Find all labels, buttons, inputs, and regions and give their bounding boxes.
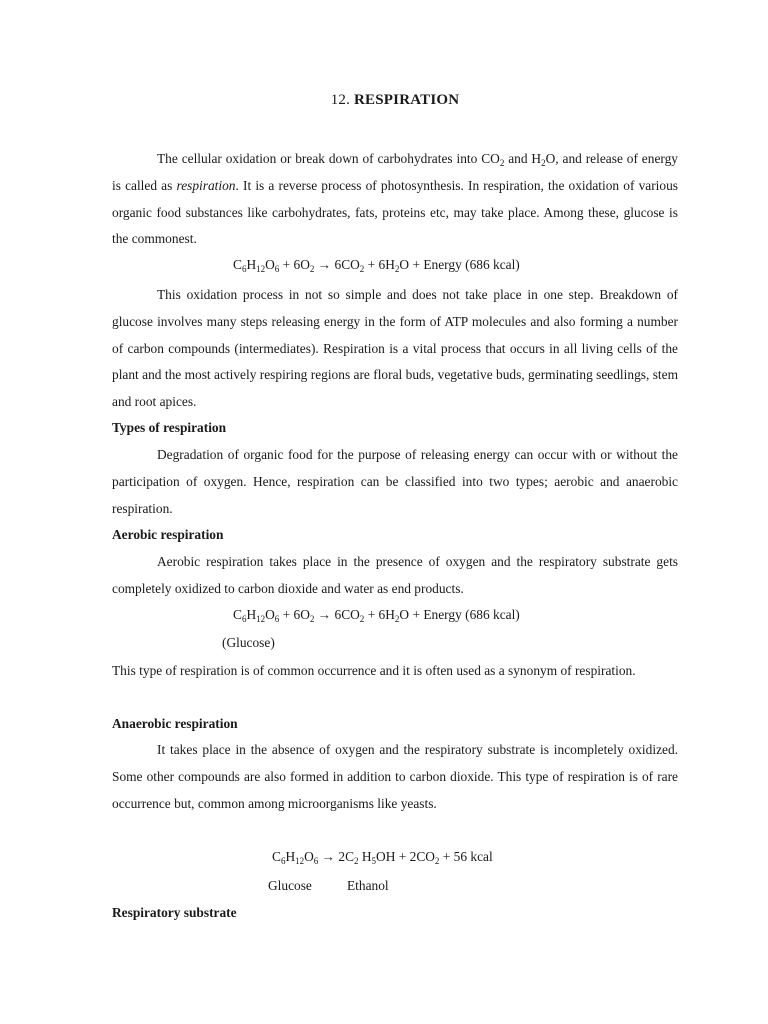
equation-anaerobic: $C_6H_{12}O_6 \to 2C_2$ $H_5OH + 2CO_2 + 56$ kcal bbox=[272, 849, 493, 866]
heading-aerobic: Aerobic respiration bbox=[112, 527, 224, 542]
heading-substrate: Respiratory substrate bbox=[112, 905, 237, 920]
synonym-paragraph: This type of respiration is of common occurrence and it is often used as a synonym of respiration. bbox=[112, 663, 636, 678]
anaerobic-paragraph: It takes place in the absence of oxygen and the respiratory substrate is incompletely oxidized. Some other compounds are also formed in addition to carbon dioxide. This type of respiration is of rare occurrence but, common among microorganisms like yeasts. bbox=[112, 742, 678, 811]
glucose-label: (Glucose) bbox=[222, 635, 275, 650]
equation-respiration: $C_6H_{12}O_6 + 6O_2 \to 6CO_2 + 6H_2O$ + Energy (686 kcal) bbox=[233, 257, 520, 274]
heading-anaerobic: Anaerobic respiration bbox=[112, 716, 238, 731]
intro-paragraph: The cellular oxidation or break down of carbohydrates into $CO_2$ and $H_2O$, and release of energy is called as respiration. It is a reverse process of photosynthesis. In respiration, the oxidation of various organic food substances like carbohydrates, fats, proteins etc, may take place. Among these, glucose is the commonest. bbox=[112, 151, 678, 247]
types-paragraph: Degradation of organic food for the purpose of releasing energy can occur with or without the participation of oxygen. Hence, respiration can be classified into two types; aerobic and anaerobic respiration. bbox=[112, 447, 678, 516]
equation-aerobic: $C_6H_{12}O_6 + 6O_2 \to 6CO_2 + 6H_2O$ + Energy (686 kcal) bbox=[233, 607, 520, 624]
chapter-number: 12. bbox=[330, 92, 351, 108]
heading-types: Types of respiration bbox=[112, 420, 227, 435]
page-title bbox=[0, 92, 768, 109]
oxidation-paragraph: This oxidation process in not so simple and does not take place in one step. Breakdown of glucose involves many steps releasing energy in the form of ATP molecules and also forming a number of carbon compounds (intermediates). Respiration is a vital process that occurs in all living cells of the plant and the most actively respiring regions are floral buds, vegetative buds, germinating seedlings, stem and root apices. bbox=[112, 287, 678, 410]
aerobic-paragraph: Aerobic respiration takes place in the presence of oxygen and the respiratory substrate gets completely oxidized to carbon dioxide and water as end products. bbox=[112, 554, 678, 596]
glucose-caption: Glucose bbox=[268, 878, 312, 893]
ethanol-caption: Ethanol bbox=[347, 878, 389, 893]
chapter-title: RESPIRATION bbox=[354, 92, 460, 108]
